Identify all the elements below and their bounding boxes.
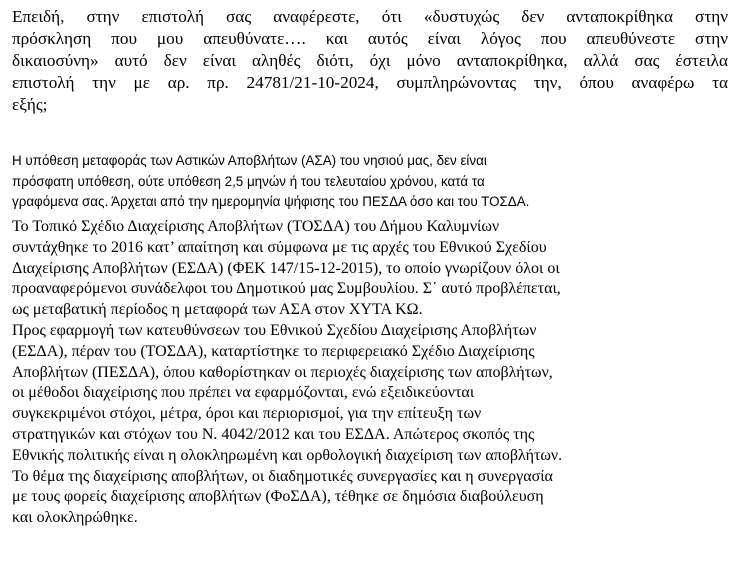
text-line: Το Τοπικό Σχέδιο Διαχείρισης Αποβλήτων (ΤΟΣΔΑ) του Δήμου Καλυμνίων xyxy=(12,218,500,235)
quoted-sans-paragraph xyxy=(12,151,732,213)
intro-paragraph xyxy=(12,6,728,116)
text-line: πρόσφατη υπόθεση, ούτε υπόθεση 2,5 μηνών ή του τελευταίου χρόνου, κατά τα xyxy=(12,173,485,189)
text-line: Διαχείρισης Αποβλήτων (ΕΣΔΑ) (ΦΕΚ 147/15-12-2015), το οποίο γνωρίζουν όλοι οι xyxy=(12,259,560,277)
text-line: ως μεταβατική περίοδος η μεταφορά των ΑΣΑ στον ΧΥΤΑ ΚΩ. xyxy=(12,301,423,319)
text-line: Η υπόθεση μεταφοράς των Αστικών Αποβλήτων (ΑΣΑ) του νησιού μας, δεν είναι xyxy=(12,153,487,168)
text-line: (ΕΣΔΑ), πέραν του (ΤΟΣΔΑ), καταρτίστηκε το περιφερειακό Σχέδιο Διαχείρισης xyxy=(12,342,535,360)
text-line: προαναφερόμενοι συνάδελφοι του Δημοτικού μας Συμβουλίου. Σ΄ αυτό προβλέπεται, xyxy=(12,280,561,298)
text-line: με τους φορείς διαχείρισης αποβλήτων (ΦοΣΔΑ), τέθηκε σε δημόσια διαβούλευση xyxy=(12,488,544,506)
text-line: και ολοκληρώθηκε. xyxy=(12,509,138,527)
text-line: Το θέμα της διαχείρισης αποβλήτων, οι διαδημοτικές συνεργασίες και η συνεργασία xyxy=(12,467,553,485)
text-line: εξής; xyxy=(12,95,48,114)
text-line: Εθνικής πολιτικής είναι η ολοκληρωμένη και ορθολογική διαχείριση των αποβλήτων. xyxy=(12,446,563,464)
text-line: Προς εφαρμογή των κατευθύνσεων του Εθνικού Σχεδίου Διαχείρισης Αποβλήτων xyxy=(12,321,537,339)
text-line: γραφόμενα σας. Άρχεται από την ημερομηνία ψήφισης του ΠΕΣΔΑ όσο και του ΤΟΣΔΑ. xyxy=(12,194,530,209)
text-line: Αποβλήτων (ΠΕΣΔΑ), όπου καθορίστηκαν οι περιοχές διαχείρισης των αποβλήτων, xyxy=(12,363,553,381)
text-line: επιστολή την με αρ. πρ. 24781/21-10-2024, συμπληρώνοντας την, όπου αναφέρω τα xyxy=(12,73,728,92)
text-line: οι μέθοδοι διαχείρισης που πρέπει να εφαρμόζονται, ενώ εξειδικεύονται xyxy=(12,384,475,402)
text-line: πρόσκληση που μου απευθύνατε…. και αυτός είναι λόγος που απευθύνεστε στην xyxy=(12,29,728,48)
quoted-serif-paragraph xyxy=(12,217,737,529)
text-line: συγκεκριμένοι στόχοι, μέτρα, όροι και περιορισμοί, για την επίτευξη των xyxy=(12,405,482,423)
text-line: συντάχθηκε το 2016 κατ’ απαίτηση και σύμφωνα με τις αρχές του Εθνικού Σχεδίου xyxy=(12,238,547,256)
text-line: στρατηγικών και στόχων του Ν. 4042/2012 και του ΕΣΔΑ. Απώτερος σκοπός της xyxy=(12,425,535,443)
text-line: Επειδή, στην επιστολή σας αναφέρεστε, ότι «δυστυχώς δεν ανταποκρίθηκα στην xyxy=(12,7,728,26)
text-line: δικαιοσύνη» αυτό δεν είναι αληθές διότι, όχι μόνο ανταποκρίθηκα, αλλά σας έστειλα xyxy=(12,51,728,70)
